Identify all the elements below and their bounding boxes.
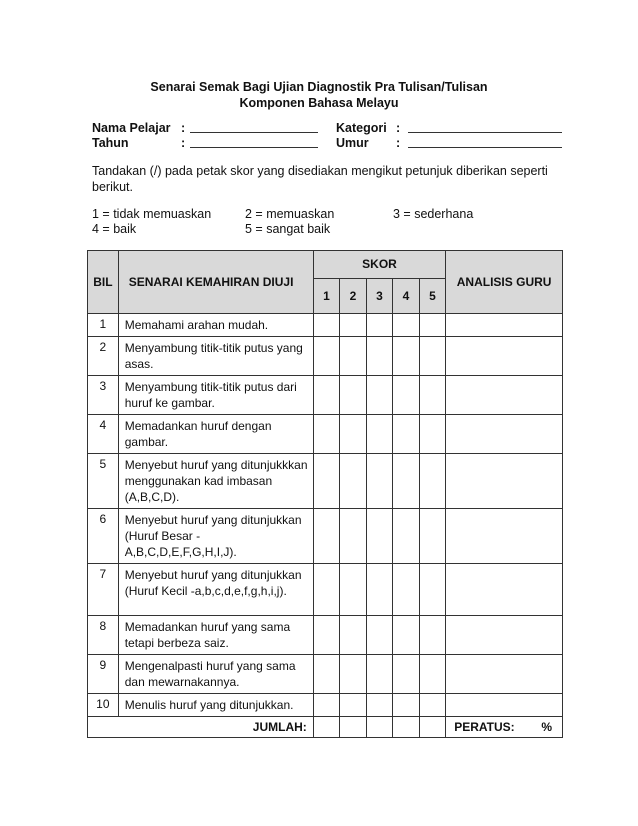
score-1-cell[interactable] <box>313 509 339 564</box>
title-line-1: Senarai Semak Bagi Ujian Diagnostik Pra Tulisan/Tulisan <box>150 80 488 94</box>
analisis-guru-cell[interactable] <box>446 415 563 454</box>
score-2-cell[interactable] <box>340 564 366 616</box>
row-number: 7 <box>88 564 119 616</box>
kategori-label: Kategori <box>336 121 387 135</box>
legend-score-1: 1 = tidak memuaskan <box>92 207 212 221</box>
score-2-cell[interactable] <box>340 616 366 655</box>
score-4-header: 4 <box>393 278 419 313</box>
score-3-cell[interactable] <box>366 616 392 655</box>
row-number: 10 <box>88 694 119 717</box>
skill-description: Memahami arahan mudah. <box>118 314 313 337</box>
skill-description: Memadankan huruf yang sama tetapi berbeza saiz. <box>118 616 313 655</box>
legend-score-4: 4 = baik <box>92 222 137 236</box>
score-2-cell[interactable] <box>340 655 366 694</box>
analisis-guru-cell[interactable] <box>446 454 563 509</box>
instruction-text: Tandakan (/) pada petak skor yang disediakan mengikut petunjuk diberikan seperti berikut. <box>92 164 548 194</box>
score-5-cell[interactable] <box>419 655 445 694</box>
analisis-guru-cell[interactable] <box>446 376 563 415</box>
document-title <box>0 79 638 111</box>
umur-colon: : <box>396 136 401 150</box>
row-number: 8 <box>88 616 119 655</box>
total-score-1-cell[interactable] <box>313 717 339 738</box>
score-2-cell[interactable] <box>340 509 366 564</box>
score-4-cell[interactable] <box>393 415 419 454</box>
nama-pelajar-label: Nama Pelajar <box>92 121 171 135</box>
score-1-cell[interactable] <box>313 376 339 415</box>
table-row <box>88 415 563 454</box>
nama-pelajar-field[interactable] <box>190 132 318 133</box>
table-row <box>88 376 563 415</box>
total-score-2-cell[interactable] <box>340 717 366 738</box>
score-3-cell[interactable] <box>366 694 392 717</box>
score-1-cell[interactable] <box>313 564 339 616</box>
score-1-cell[interactable] <box>313 616 339 655</box>
row-number: 5 <box>88 454 119 509</box>
score-3-cell[interactable] <box>366 376 392 415</box>
score-2-header: 2 <box>340 278 366 313</box>
analisis-guru-cell[interactable] <box>446 337 563 376</box>
tahun-label: Tahun <box>92 136 129 150</box>
score-2-cell[interactable] <box>340 454 366 509</box>
analisis-guru-cell[interactable] <box>446 655 563 694</box>
percent-sign: % <box>541 720 552 734</box>
analisis-guru-cell[interactable] <box>446 564 563 616</box>
score-3-cell[interactable] <box>366 314 392 337</box>
score-5-header: 5 <box>419 278 445 313</box>
score-5-cell[interactable] <box>419 694 445 717</box>
score-2-cell[interactable] <box>340 314 366 337</box>
score-4-cell[interactable] <box>393 694 419 717</box>
skill-description: Memadankan huruf dengan gambar. <box>118 415 313 454</box>
legend-score-2: 2 = memuaskan <box>245 207 335 221</box>
score-5-cell[interactable] <box>419 376 445 415</box>
legend-score-3: 3 = sederhana <box>393 207 474 221</box>
table-row <box>88 454 563 509</box>
score-2-cell[interactable] <box>340 694 366 717</box>
score-3-cell[interactable] <box>366 337 392 376</box>
score-3-header: 3 <box>366 278 392 313</box>
title-line-2: Komponen Bahasa Melayu <box>239 96 399 110</box>
score-5-cell[interactable] <box>419 337 445 376</box>
score-2-cell[interactable] <box>340 337 366 376</box>
table-row <box>88 694 563 717</box>
row-number: 1 <box>88 314 119 337</box>
bil-header: BIL <box>88 251 119 314</box>
score-4-cell[interactable] <box>393 616 419 655</box>
score-3-cell[interactable] <box>366 415 392 454</box>
score-4-cell[interactable] <box>393 564 419 616</box>
table-row <box>88 337 563 376</box>
analisis-header: ANALISIS GURU <box>446 251 563 314</box>
total-score-3-cell[interactable] <box>366 717 392 738</box>
score-5-cell[interactable] <box>419 564 445 616</box>
score-2-cell[interactable] <box>340 376 366 415</box>
row-number: 4 <box>88 415 119 454</box>
skill-description: Menyambung titik-titik putus dari huruf ke gambar. <box>118 376 313 415</box>
analisis-guru-cell[interactable] <box>446 314 563 337</box>
kategori-field[interactable] <box>408 132 562 133</box>
score-5-cell[interactable] <box>419 454 445 509</box>
score-5-cell[interactable] <box>419 509 445 564</box>
checklist-table <box>87 250 563 738</box>
table-row <box>88 509 563 564</box>
score-5-cell[interactable] <box>419 616 445 655</box>
score-5-cell[interactable] <box>419 314 445 337</box>
total-row <box>88 717 563 738</box>
score-3-cell[interactable] <box>366 655 392 694</box>
score-4-cell[interactable] <box>393 509 419 564</box>
score-1-header: 1 <box>313 278 339 313</box>
tahun-field[interactable] <box>190 147 318 148</box>
analisis-guru-cell[interactable] <box>446 616 563 655</box>
row-number: 2 <box>88 337 119 376</box>
table-row <box>88 314 563 337</box>
score-1-cell[interactable] <box>313 337 339 376</box>
score-3-cell[interactable] <box>366 509 392 564</box>
umur-field[interactable] <box>408 147 562 148</box>
score-4-cell[interactable] <box>393 314 419 337</box>
score-1-cell[interactable] <box>313 655 339 694</box>
peratus-label: PERATUS: <box>454 720 515 734</box>
table-row <box>88 655 563 694</box>
score-3-cell[interactable] <box>366 454 392 509</box>
total-score-4-cell[interactable] <box>393 717 419 738</box>
skill-description: Menyebut huruf yang ditunjukkan (Huruf Kecil -a,b,c,d,e,f,g,h,i,j). <box>118 564 313 616</box>
jumlah-label: JUMLAH: <box>88 717 314 738</box>
skill-header: SENARAI KEMAHIRAN DIUJI <box>118 251 313 314</box>
score-4-cell[interactable] <box>393 376 419 415</box>
kategori-colon: : <box>396 121 401 135</box>
analisis-guru-cell[interactable] <box>446 509 563 564</box>
total-score-5-cell[interactable] <box>419 717 445 738</box>
score-4-cell[interactable] <box>393 655 419 694</box>
score-3-cell[interactable] <box>366 564 392 616</box>
score-1-cell[interactable] <box>313 694 339 717</box>
table-row <box>88 616 563 655</box>
tahun-colon: : <box>181 136 186 150</box>
row-number: 6 <box>88 509 119 564</box>
score-1-cell[interactable] <box>313 415 339 454</box>
score-1-cell[interactable] <box>313 314 339 337</box>
score-4-cell[interactable] <box>393 337 419 376</box>
score-4-cell[interactable] <box>393 454 419 509</box>
table-row <box>88 564 563 616</box>
row-number: 3 <box>88 376 119 415</box>
analisis-guru-cell[interactable] <box>446 694 563 717</box>
score-1-cell[interactable] <box>313 454 339 509</box>
skill-description: Menyebut huruf yang ditunjukkan (Huruf Besar -A,B,C,D,E,F,G,H,I,J). <box>118 509 313 564</box>
skill-description: Mengenalpasti huruf yang sama dan mewarnakannya. <box>118 655 313 694</box>
umur-label: Umur <box>336 136 369 150</box>
legend-score-5: 5 = sangat baik <box>245 222 331 236</box>
score-5-cell[interactable] <box>419 415 445 454</box>
peratus-cell[interactable] <box>446 717 563 738</box>
row-number: 9 <box>88 655 119 694</box>
skill-description: Menulis huruf yang ditunjukkan. <box>118 694 313 717</box>
score-2-cell[interactable] <box>340 415 366 454</box>
skor-header: SKOR <box>313 251 445 279</box>
nama-colon: : <box>181 121 186 135</box>
skill-description: Menyebut huruf yang ditunjukkkan menggunakan kad imbasan (A,B,C,D). <box>118 454 313 509</box>
skill-description: Menyambung titik-titik putus yang asas. <box>118 337 313 376</box>
